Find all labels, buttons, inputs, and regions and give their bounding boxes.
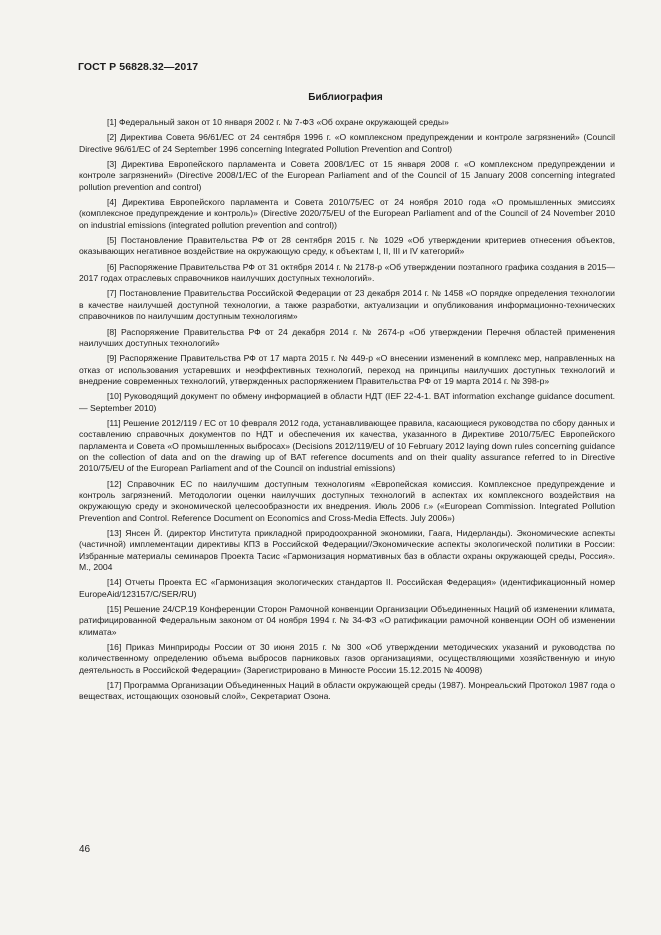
reference-item-3: [3] Директива Европейского парламента и Совета 2008/1/ЕС от 15 января 2008 г. «О комплексном предупреждении и контроле загрязнений» (Directive 2008/1/EC of the European Parliament and of the Council of 15 January 2008 concerning integrated pollution prevention and control) [79,159,615,192]
reference-item-5: [5] Постановление Правительства РФ от 28 сентября 2015 г. № 1029 «Об утверждении критериев отнесения объектов, оказывающих негативное воздействие на окружающую среду, к объектам I, II, III и IV категорий» [79,235,615,257]
bibliography-title: Библиография [308,92,383,103]
reference-item-11: [11] Решение 2012/119 / ЕС от 10 февраля 2012 года, устанавливающее правила, касающиеся руководства по сбору данных и составлению справочных документов по НДТ и обеспечения их качества, указанного в Директиве 2010/75/ЕС Европейского парламента и Совета «О промышленных выбросах» (Decisions 2012/119/EU of 10 February 2012 laying down rules concerning guidance on the collection of data and on the drawing up of BAT reference documents and on their quality assurance referred to in Directive 2010/75/EU of the European Parliament and of the Council on industrial emissions) [79,417,615,474]
reference-item-17: [17] Программа Организации Объединенных Наций в области окружающей среды (1987). Монреальский Протокол 1987 года о веществах, истощающих озоновый слой», Секретариат Озона. [79,680,615,702]
reference-item-16: [16] Приказ Минприроды России от 30 июня 2015 г. № 300 «Об утверждении методических указаний и руководства по количественному определению объема выбросов парниковых газов организациями, осуществляющими хозяйственную и иную деятельность в Российской Федерации» (Зарегистрировано в Минюсте России 15.12.2015 № 40098) [79,642,615,675]
reference-item-12: [12] Справочник ЕС по наилучшим доступным технологиям «Европейская комиссия. Комплексное предупреждение и контроль загрязнений. Методологии оценки наилучших доступных технологий в аспектах их комплексного воздействия на окружающую среду и экономической целесообразности их внедрения. Июль 2006 г.» («European Commission. Integrated Pollution Prevention and Control. Reference Document on Economics and Cross-Media Effects. July 2006») [79,478,615,523]
reference-item-13: [13] Янсен Й. (директор Института прикладной природоохранной экономики, Гаага, Нидерланды). Экономические аспекты (частичной) имплементации директивы КПЗ в Российской Федерации//Экономические аспекты экологической политики в России: Избранные материалы семинаров Проекта Тасис «Гармонизация нормативных баз в области охраны окружающей среды, Россия». М., 2004 [79,528,615,573]
document-id-header: ГОСТ Р 56828.32—2017 [78,61,199,73]
reference-item-4: [4] Директива Европейского парламента и Совета 2010/75/ЕС от 24 ноября 2010 года «О промышленных эмиссиях (комплексное предупреждение и контроль)» (Directive 2020/75/EU of the European Parliament and of the Council of 24 November 2010 on industrial emissions (integrated pollution prevention and control)) [79,197,615,230]
reference-item-1: [1] Федеральный закон от 10 января 2002 г. № 7-ФЗ «Об охране окружающей среды» [107,117,449,127]
reference-item-14: [14] Отчеты Проекта ЕС «Гармонизация экологических стандартов II. Российская Федерация» (идентификационный номер EuropeAid/123157/C/SER/RU) [79,577,615,599]
reference-item-9: [9] Распоряжение Правительства РФ от 17 марта 2015 г. № 449-р «О внесении изменений в комплекс мер, направленных на отказ от использования устаревших и неэффективных технологий, переход на принципы наилучших доступных технологий и внедрение современных технологий, утвержденных распоряжением Правительства РФ от 19 марта 2014 г. № 398-р» [79,353,615,386]
reference-list [79,117,615,707]
page-number: 46 [79,844,91,855]
reference-item-7: [7] Постановление Правительства Российской Федерации от 23 декабря 2014 г. № 1458 «О порядке определения технологии в качестве наилучшей доступной технологии, а также разработки, актуализации и опубликования информационно-технических справочников по наилучшим доступным технологиям» [79,288,615,322]
reference-item-10: [10] Руководящий документ по обмену информацией в области НДТ (IEF 22-4-1. BAT information exchange guidance document. — September 2010) [79,391,615,413]
reference-item-15: [15] Решение 24/CP.19 Конференции Сторон Рамочной конвенции Организации Объединенных Наций об изменении климата, ратифицированной Федеральным законом от 04 ноября 1994 г. № 34-ФЗ «О ратификации рамочной конвенции ООН об изменении климата» [79,604,615,637]
reference-item-6: [6] Распоряжение Правительства РФ от 31 октября 2014 г. № 2178-р «Об утверждении поэтапного графика создания в 2015—2017 годах отраслевых справочников наилучших доступных технологий». [79,261,615,284]
reference-item-2: [2] Директива Совета 96/61/ЕС от 24 сентября 1996 г. «О комплексном предупреждении и контроле загрязнений» (Council Directive 96/61/EC of 24 September 1996 concerning Integrated Pollution Prevention and Control) [79,132,615,154]
reference-item-8: [8] Распоряжение Правительства РФ от 24 декабря 2014 г. № 2674-р «Об утверждении Перечня областей применения наилучших доступных технологий» [79,326,615,348]
